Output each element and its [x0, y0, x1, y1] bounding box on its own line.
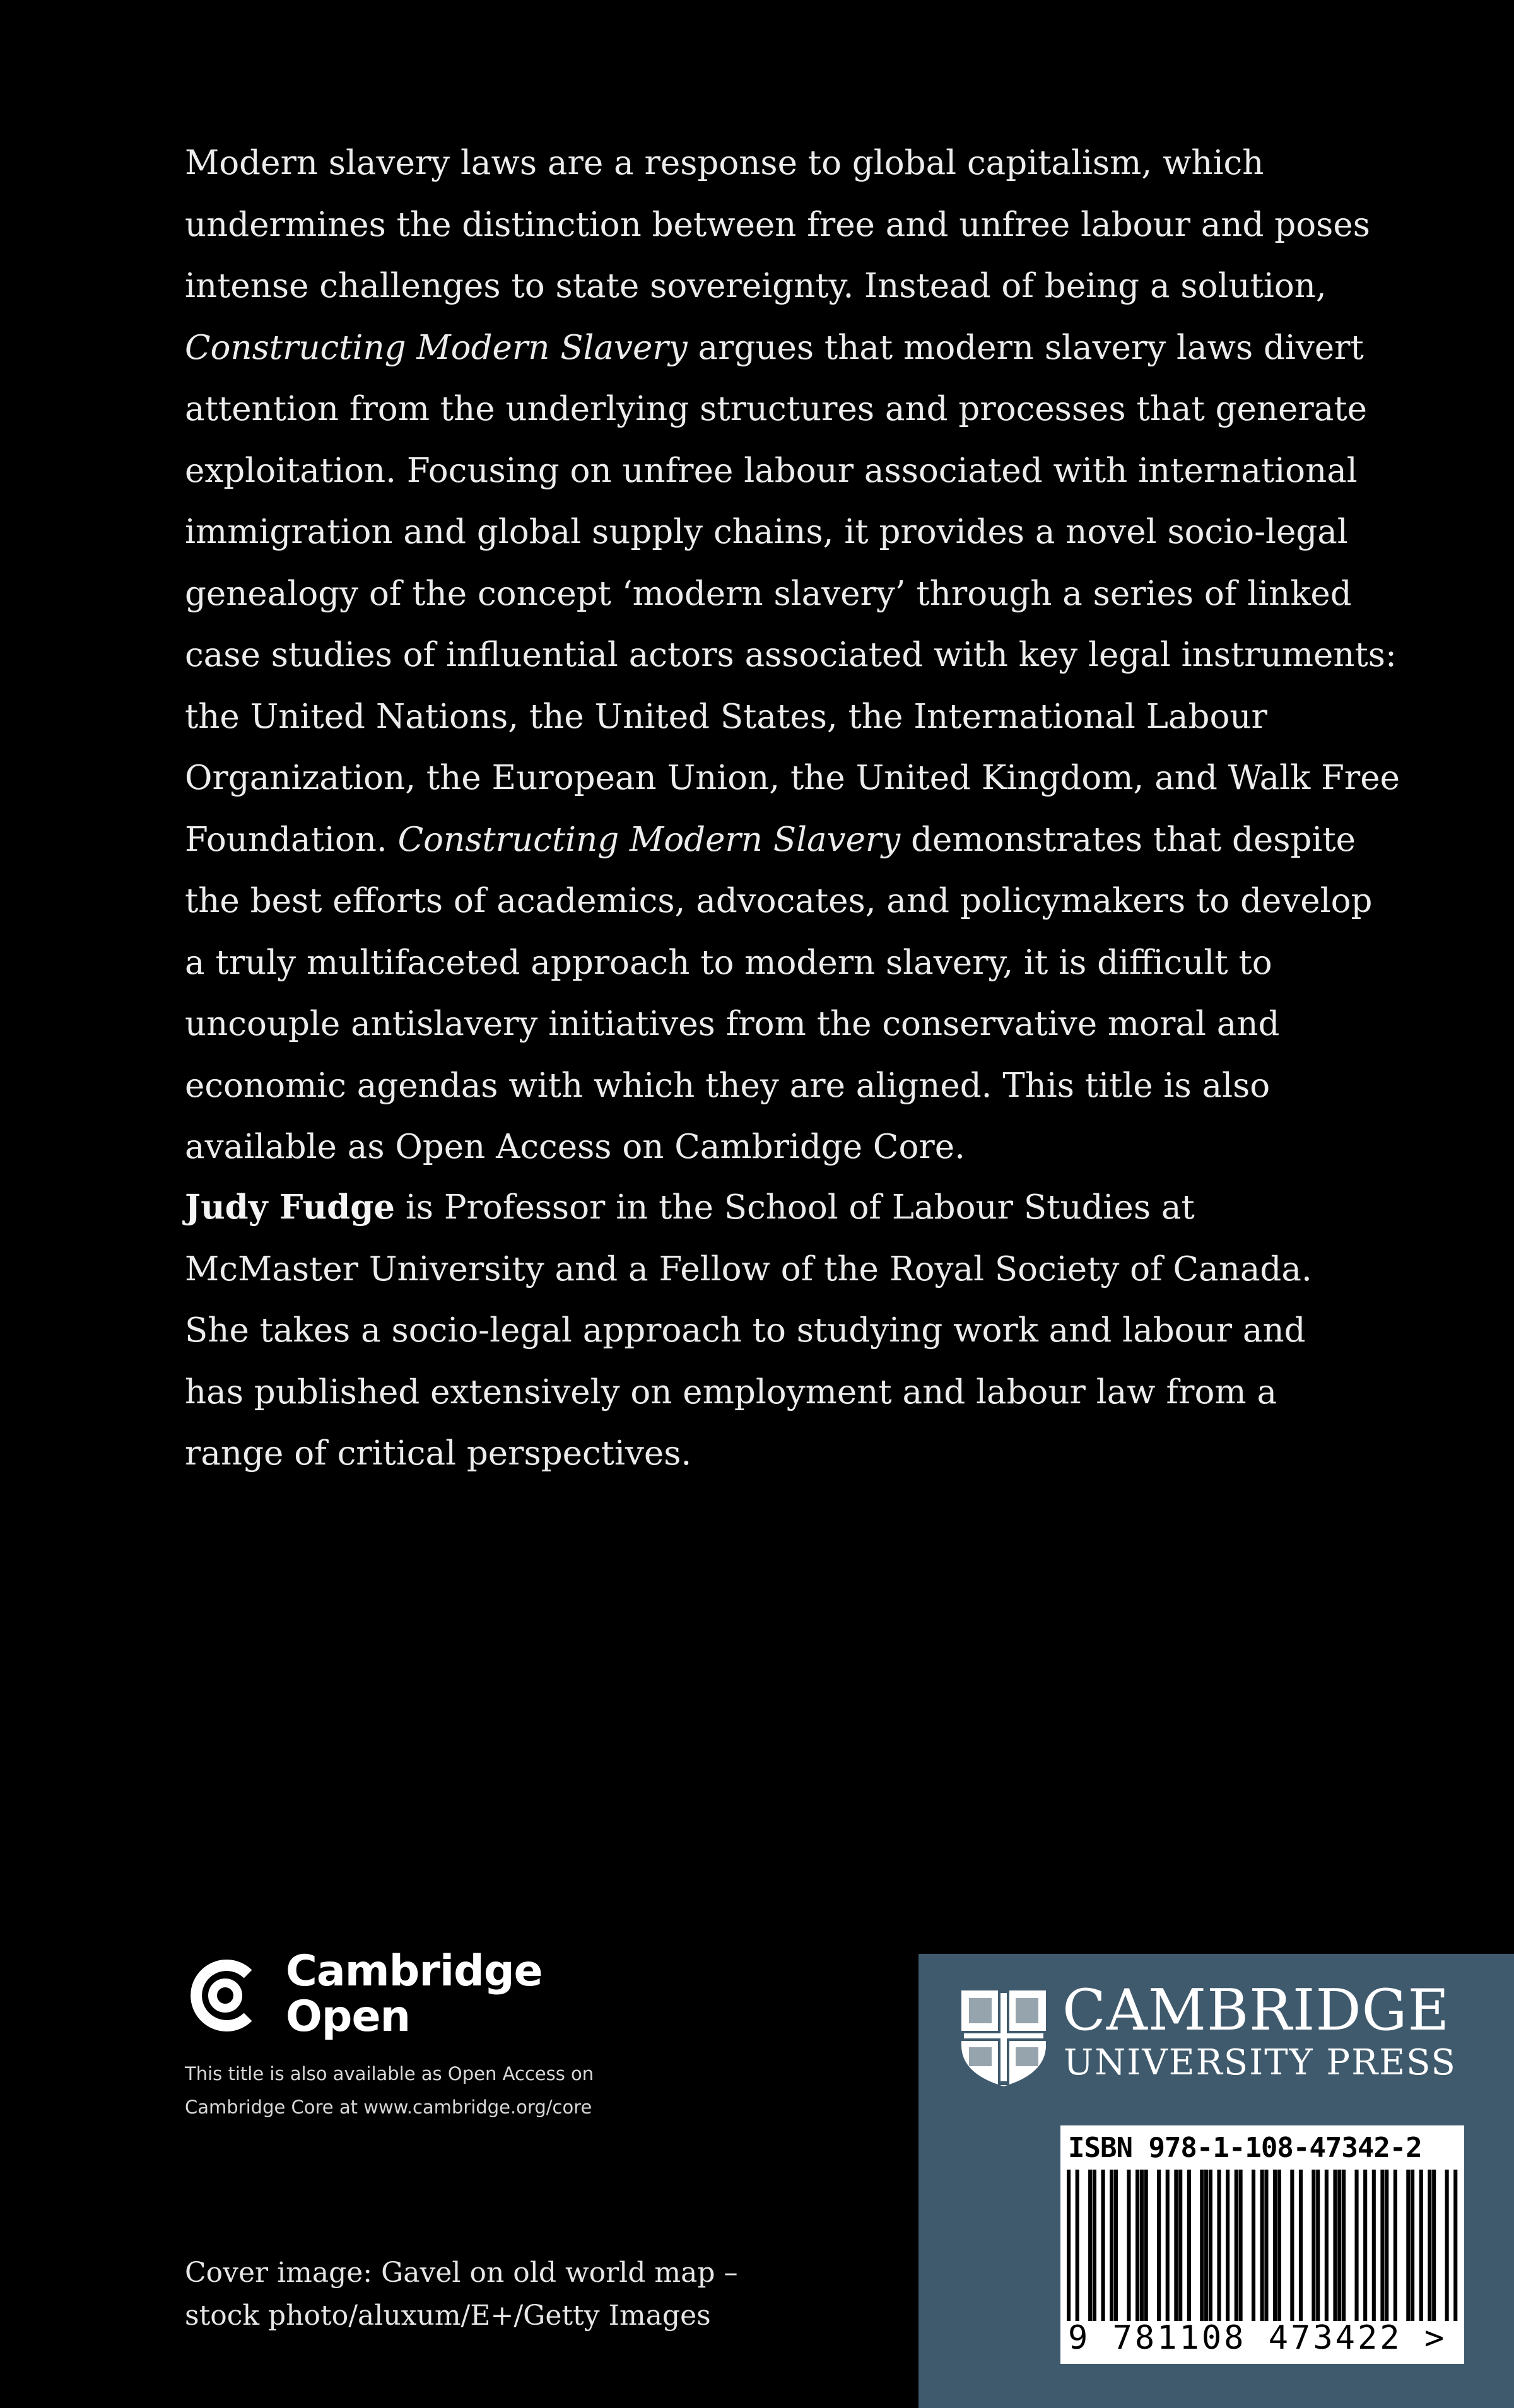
- isbn-barcode: [1060, 2125, 1464, 2364]
- barcode-bar: [1093, 2170, 1096, 2321]
- blurb-book-title-1: Constructing Modern Slavery: [185, 328, 688, 367]
- barcode-bar: [1140, 2170, 1144, 2321]
- barcode-bar: [1372, 2170, 1376, 2321]
- barcode-bar: [1394, 2170, 1397, 2321]
- barcode-bar: [1453, 2170, 1457, 2321]
- book-blurb: [185, 132, 1402, 1178]
- barcode-bar: [1114, 2170, 1118, 2321]
- barcode-bar: [1088, 2170, 1092, 2321]
- barcode-bar: [1187, 2170, 1191, 2321]
- barcode-bar: [1101, 2170, 1105, 2321]
- barcode-bar: [1428, 2170, 1431, 2321]
- author-bio-text: is Professor in the School of Labour Studies at McMaster University and a Fellow of the Royal Society of Canada. She takes a socio-legal approach to studying work and labour and has published extensively on employment and labour law from a range of critical perspectives.: [185, 1188, 1312, 1473]
- barcode-bar: [1380, 2170, 1384, 2321]
- barcode-bar: [1406, 2170, 1410, 2321]
- cambridge-open-icon: [185, 1955, 266, 2036]
- cambridge-open-logo: [185, 1946, 563, 2043]
- barcode-bar: [1432, 2170, 1436, 2321]
- barcode-bar: [1354, 2170, 1358, 2321]
- barcode-bar: [1385, 2170, 1388, 2321]
- open-access-note-line-1: This title is also available as Open Access on: [185, 2063, 594, 2084]
- barcode-bar: [1204, 2170, 1208, 2321]
- blurb-text-1: Modern slavery laws are a response to global capitalism, which undermines the distinction between free and unfree labour and poses intense challenges to state sovereignty. Instead of being a solution,: [185, 144, 1370, 305]
- barcode-bar: [1312, 2170, 1315, 2321]
- cover-credit-line-1: Cover image: Gavel on old world map –: [185, 2257, 738, 2289]
- author-bio: [185, 1177, 1371, 1485]
- barcode-bar: [1264, 2170, 1268, 2321]
- barcode-bar: [1337, 2170, 1341, 2321]
- publisher-subtitle: UNIVERSITY PRESS: [1064, 2042, 1457, 2083]
- open-access-note-line-2: Cambridge Core at www.cambridge.org/core: [185, 2096, 592, 2118]
- publisher-name: CAMBRIDGE: [1062, 1977, 1450, 2043]
- barcode-bar: [1226, 2170, 1229, 2321]
- publisher-panel: [918, 1954, 1514, 2408]
- barcode-bar: [1252, 2170, 1255, 2321]
- barcode-bar: [1217, 2170, 1221, 2321]
- cover-image-credit: [185, 2252, 816, 2337]
- open-access-note: [185, 2057, 753, 2124]
- barcode-digits: 9 781108 473422 >: [1068, 2319, 1447, 2357]
- barcode-bar: [1127, 2170, 1130, 2321]
- barcode-bar: [1273, 2170, 1277, 2321]
- barcode-bar: [1235, 2170, 1238, 2321]
- barcode-bar: [1067, 2170, 1071, 2321]
- barcode-bar: [1166, 2170, 1170, 2321]
- university-crest-icon: [956, 1985, 1051, 2089]
- barcode-bar: [1411, 2170, 1414, 2321]
- barcode-bar: [1299, 2170, 1303, 2321]
- isbn-label: ISBN 978-1-108-47342-2: [1068, 2132, 1422, 2164]
- barcode-bar: [1144, 2170, 1148, 2321]
- barcode-bars: [1067, 2170, 1458, 2321]
- cover-credit-line-2: stock photo/aluxum/E+/Getty Images: [185, 2300, 711, 2332]
- barcode-bar: [1419, 2170, 1423, 2321]
- barcode-bar: [1260, 2170, 1264, 2321]
- blurb-text-3: demonstrates that despite the best efforts of academics, advocates, and policymakers to develop a truly multifaceted approach to modern slavery, it is difficult to uncouple antislavery initiatives from the conservative moral and economic agendas with which they are aligned. This title is also available as Open Access on Cambridge Core.: [185, 820, 1373, 1166]
- barcode-bar: [1174, 2170, 1178, 2321]
- cambridge-open-line-1: Cambridge: [286, 1946, 543, 1996]
- barcode-bar: [1076, 2170, 1079, 2321]
- barcode-bar: [1342, 2170, 1346, 2321]
- author-name: Judy Fudge: [185, 1188, 395, 1227]
- barcode-bar: [1157, 2170, 1161, 2321]
- barcode-bar: [1277, 2170, 1281, 2321]
- barcode-bar: [1316, 2170, 1320, 2321]
- barcode-bar: [1333, 2170, 1337, 2321]
- cambridge-open-wordmark: [286, 1946, 543, 2042]
- barcode-bar: [1110, 2170, 1113, 2321]
- barcode-bar: [1325, 2170, 1329, 2321]
- barcode-bar: [1363, 2170, 1367, 2321]
- barcode-bar: [1136, 2170, 1139, 2321]
- barcode-bar: [1445, 2170, 1449, 2321]
- blurb-book-title-2: Constructing Modern Slavery: [397, 820, 901, 859]
- barcode-bar: [1290, 2170, 1294, 2321]
- blurb-text-2: argues that modern slavery laws divert attention from the underlying structures and processes that generate exploitation. Focusing on unfree labour associated with international immigration and global supply chains, it provides a novel socio-legal genealogy of the concept ‘modern slavery’ through a series of linked case studies of influential actors associated with key legal instruments: the United Nations, the United States, the International Labour Organization, the European Union, the United Kingdom, and Walk Free Foundation.: [185, 328, 1400, 859]
- barcode-bar: [1209, 2170, 1212, 2321]
- barcode-bar: [1200, 2170, 1204, 2321]
- barcode-bar: [1239, 2170, 1243, 2321]
- barcode-bar: [1178, 2170, 1182, 2321]
- cambridge-open-line-2: Open: [286, 1992, 411, 2042]
